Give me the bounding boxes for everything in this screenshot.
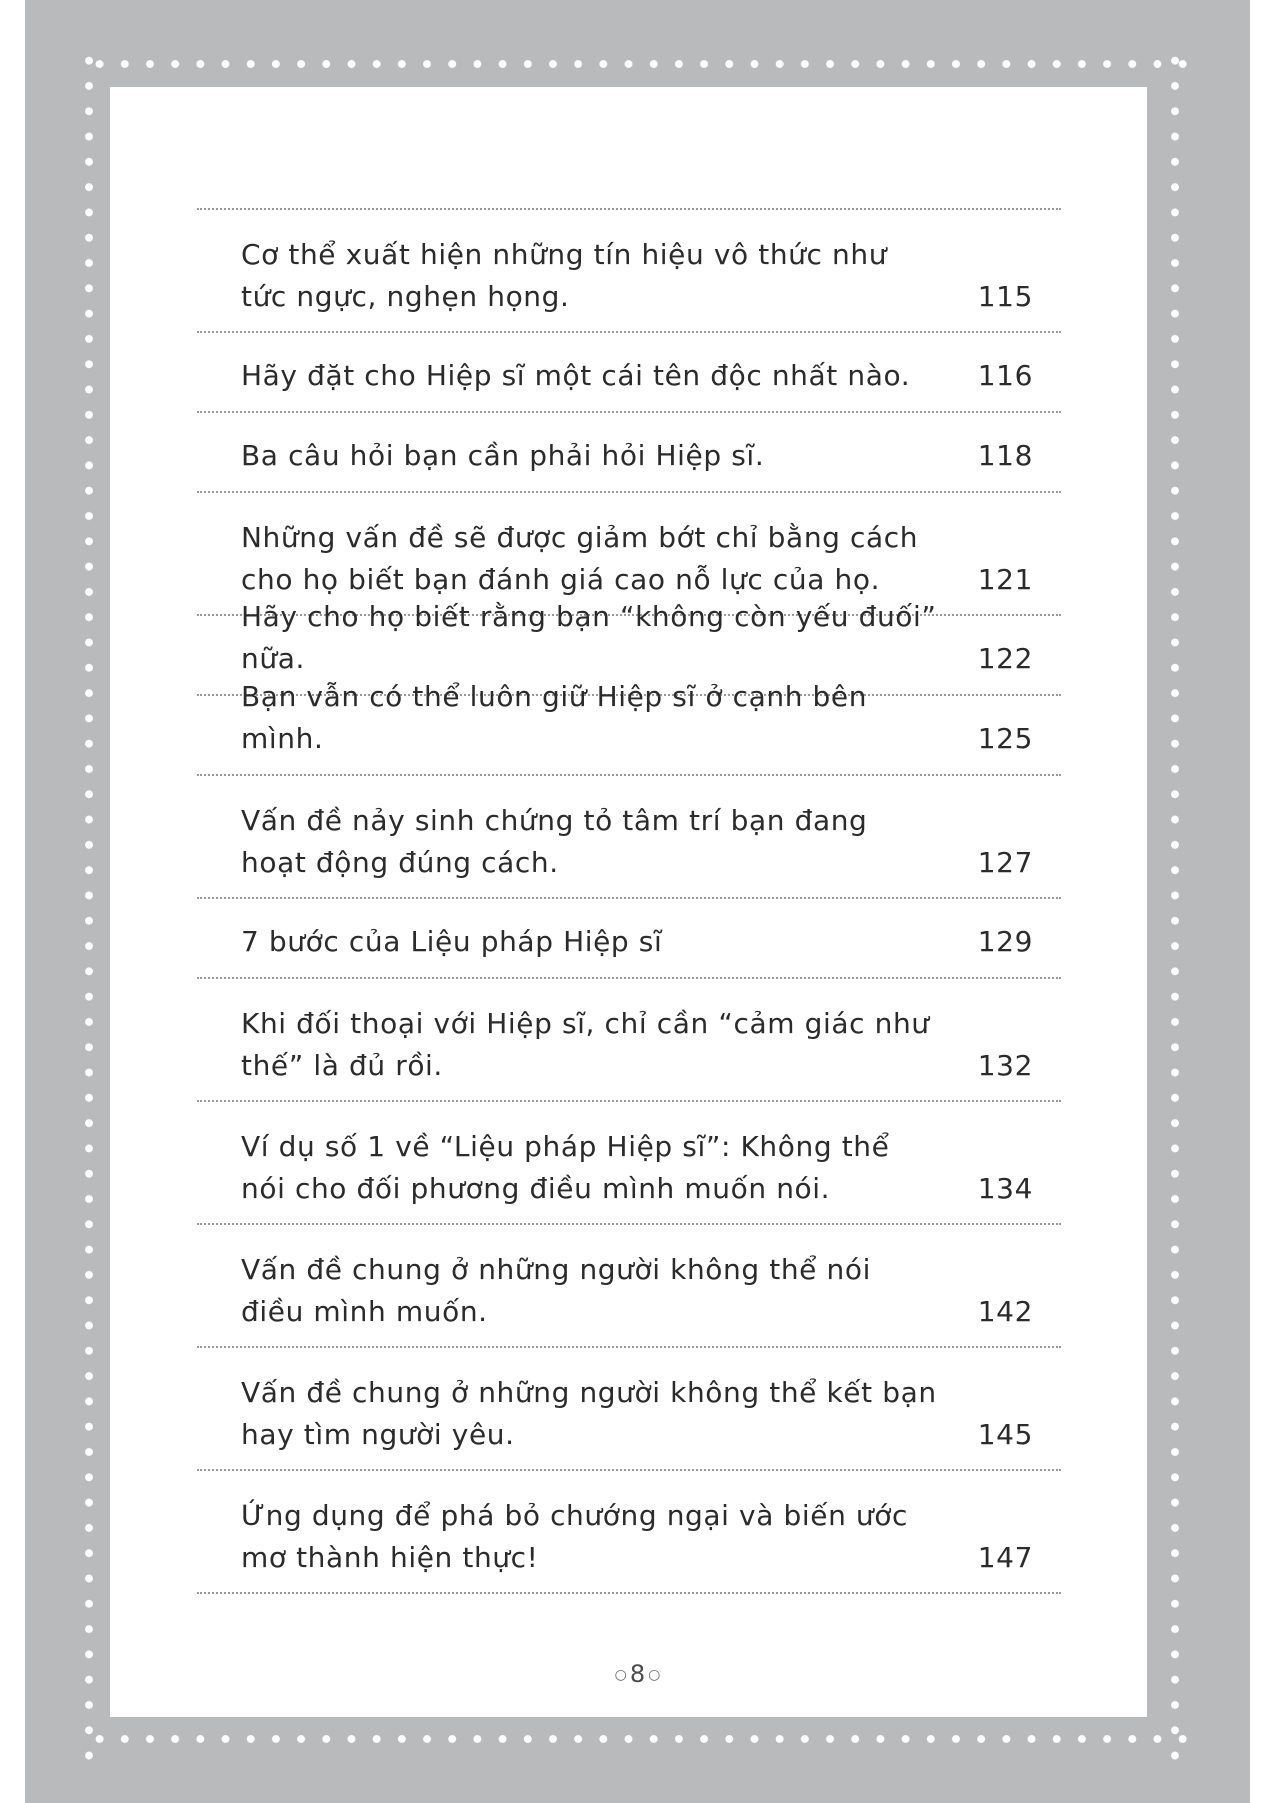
toc-entry-title: Bạn vẫn có thể luôn giữ Hiệp sĩ ở cạnh bên mình. bbox=[241, 680, 868, 755]
ornament-left-icon: ○ bbox=[614, 1667, 627, 1683]
toc-entry-title: Ứng dụng để phá bỏ chướng ngại và biến ước mơ thành hiện thực! bbox=[241, 1499, 908, 1574]
toc-entry-title: Khi đối thoại với Hiệp sĩ, chỉ cần “cảm giác như thế” là đủ rồi. bbox=[241, 1007, 930, 1082]
toc-entry-page: 116 bbox=[977, 359, 1033, 392]
toc-entry-page: 142 bbox=[977, 1295, 1033, 1328]
toc-entry bbox=[197, 979, 1061, 1100]
toc-entry bbox=[197, 210, 1061, 331]
toc-entry-title: Vấn đề chung ở những người không thể kết bạn hay tìm người yêu. bbox=[241, 1376, 937, 1451]
dotted-border-right bbox=[1169, 48, 1181, 1760]
dotted-border-top bbox=[87, 58, 1197, 70]
toc-entry bbox=[197, 1102, 1061, 1223]
toc-separator bbox=[197, 1592, 1061, 1594]
toc-entry-page: 127 bbox=[977, 846, 1033, 879]
page-number-value: 8 bbox=[629, 1660, 646, 1688]
toc-entry-title: Vấn đề nảy sinh chứng tỏ tâm trí bạn đang hoạt động đúng cách. bbox=[241, 804, 868, 879]
toc-entry-title: Ba câu hỏi bạn cần phải hỏi Hiệp sĩ. bbox=[241, 439, 765, 472]
toc-entry bbox=[197, 680, 1061, 774]
toc-entry bbox=[197, 333, 1061, 411]
toc-entry-page: 145 bbox=[977, 1418, 1033, 1451]
toc-entry bbox=[197, 776, 1061, 897]
toc-entry-title: Hãy đặt cho Hiệp sĩ một cái tên độc nhất nào. bbox=[241, 359, 911, 392]
toc-entry-page: 115 bbox=[977, 280, 1033, 313]
toc-entry bbox=[197, 1348, 1061, 1469]
page-number bbox=[0, 1660, 1275, 1688]
toc-entry-page: 132 bbox=[977, 1049, 1033, 1082]
toc-entry-page: 121 bbox=[977, 563, 1033, 596]
toc-entry bbox=[197, 413, 1061, 491]
toc-entry-title: Ví dụ số 1 về “Liệu pháp Hiệp sĩ”: Không thể nói cho đối phương điều mình muốn nói. bbox=[241, 1130, 890, 1205]
toc-entry-title: Cơ thể xuất hiện những tín hiệu vô thức như tức ngực, nghẹn họng. bbox=[241, 238, 888, 313]
toc-entry-title: Hãy cho họ biết rằng bạn “không còn yếu đuối” nữa. bbox=[241, 600, 937, 675]
toc-entry-title: Vấn đề chung ở những người không thể nói điều mình muốn. bbox=[241, 1253, 871, 1328]
table-of-contents bbox=[197, 208, 1061, 1594]
toc-entry bbox=[197, 1471, 1061, 1592]
toc-entry-page: 118 bbox=[977, 439, 1033, 472]
dotted-border-left bbox=[83, 48, 95, 1760]
toc-entry bbox=[197, 899, 1061, 977]
ornament-right-icon: ○ bbox=[648, 1667, 661, 1683]
toc-entry-page: 129 bbox=[977, 925, 1033, 958]
toc-entry-page: 125 bbox=[977, 722, 1033, 755]
toc-entry-page: 134 bbox=[977, 1172, 1033, 1205]
toc-entry-page: 122 bbox=[977, 642, 1033, 675]
dotted-border-bottom bbox=[87, 1733, 1197, 1745]
toc-entry-title: Những vấn đề sẽ được giảm bớt chỉ bằng cách cho họ biết bạn đánh giá cao nỗ lực của họ. bbox=[241, 521, 919, 596]
toc-entry-title: 7 bước của Liệu pháp Hiệp sĩ bbox=[241, 925, 663, 958]
toc-entry-page: 147 bbox=[977, 1541, 1033, 1574]
toc-entry bbox=[197, 1225, 1061, 1346]
